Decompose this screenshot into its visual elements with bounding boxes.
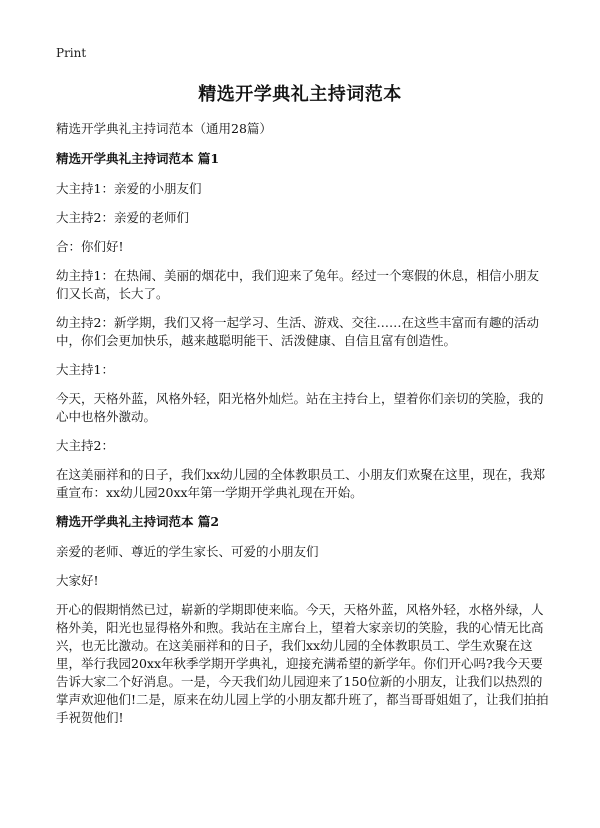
paragraph: 大主持2： xyxy=(56,438,114,453)
section-heading-1: 精选开学典礼主持词范本 篇1 xyxy=(56,151,220,166)
paragraph: 幼主持2：新学期，我们又将一起学习、生活、游戏、交往……在这些丰富而有趣的活动中，你们会更加快乐，越来越聪明能干、活泼健康、自信且富有创造性。 xyxy=(56,315,539,348)
paragraph: 开心的假期悄然已过，崭新的学期即使来临。今天，天格外蓝，风格外轻，水格外绿，人格外美，阳光也显得格外和煦。我站在主席台上，望着大家亲切的笑脸，我的心情无比高兴，也无比激动。在这美丽祥和的日子，我们xx幼儿园的全体教职员工、学生欢聚在这里，举行我园20xx年秋季学期开学典礼，迎接充满希望的新学年。你们开心吗?我今天要告诉大家二个好消息。一是，今天我们幼儿园迎来了150位新的小朋友，让我们以热烈的掌声欢迎他们!二是，原来在幼儿园上学的小朋友都升班了，都当哥哥姐姐了，让我们拍拍手祝贺他们! xyxy=(56,602,549,725)
paragraph: 大主持1：亲爱的小朋友们 xyxy=(56,181,202,196)
paragraph: 幼主持1：在热闹、美丽的烟花中，我们迎来了兔年。经过一个寒假的休息，相信小朋友们又长高，长大了。 xyxy=(56,268,539,301)
paragraph: 大家好! xyxy=(56,573,99,588)
paragraph: 在这美丽祥和的日子，我们xx幼儿园的全体教职员工、小朋友们欢聚在这里，现在，我郑重宣布：xx幼儿园20xx年第一学期开学典礼现在开始。 xyxy=(56,467,546,500)
paragraph: 亲爱的老师、尊近的学生家长、可爱的小朋友们 xyxy=(56,544,319,559)
section-heading-2: 精选开学典礼主持词范本 篇2 xyxy=(56,514,220,529)
print-link[interactable]: Print xyxy=(56,46,87,60)
paragraph: 大主持1： xyxy=(56,362,114,377)
page-title: 精选开学典礼主持词范本 xyxy=(198,84,402,105)
paragraph: 今天，天格外蓝，风格外轻，阳光格外灿烂。站在主持台上，望着你们亲切的笑脸，我的心中也格外激动。 xyxy=(56,391,544,424)
paragraph: 合：你们好! xyxy=(56,239,124,254)
document-body xyxy=(56,120,550,741)
document-subtitle: 精选开学典礼主持词范本（通用28篇） xyxy=(56,121,272,136)
paragraph: 大主持2：亲爱的老师们 xyxy=(56,210,189,225)
